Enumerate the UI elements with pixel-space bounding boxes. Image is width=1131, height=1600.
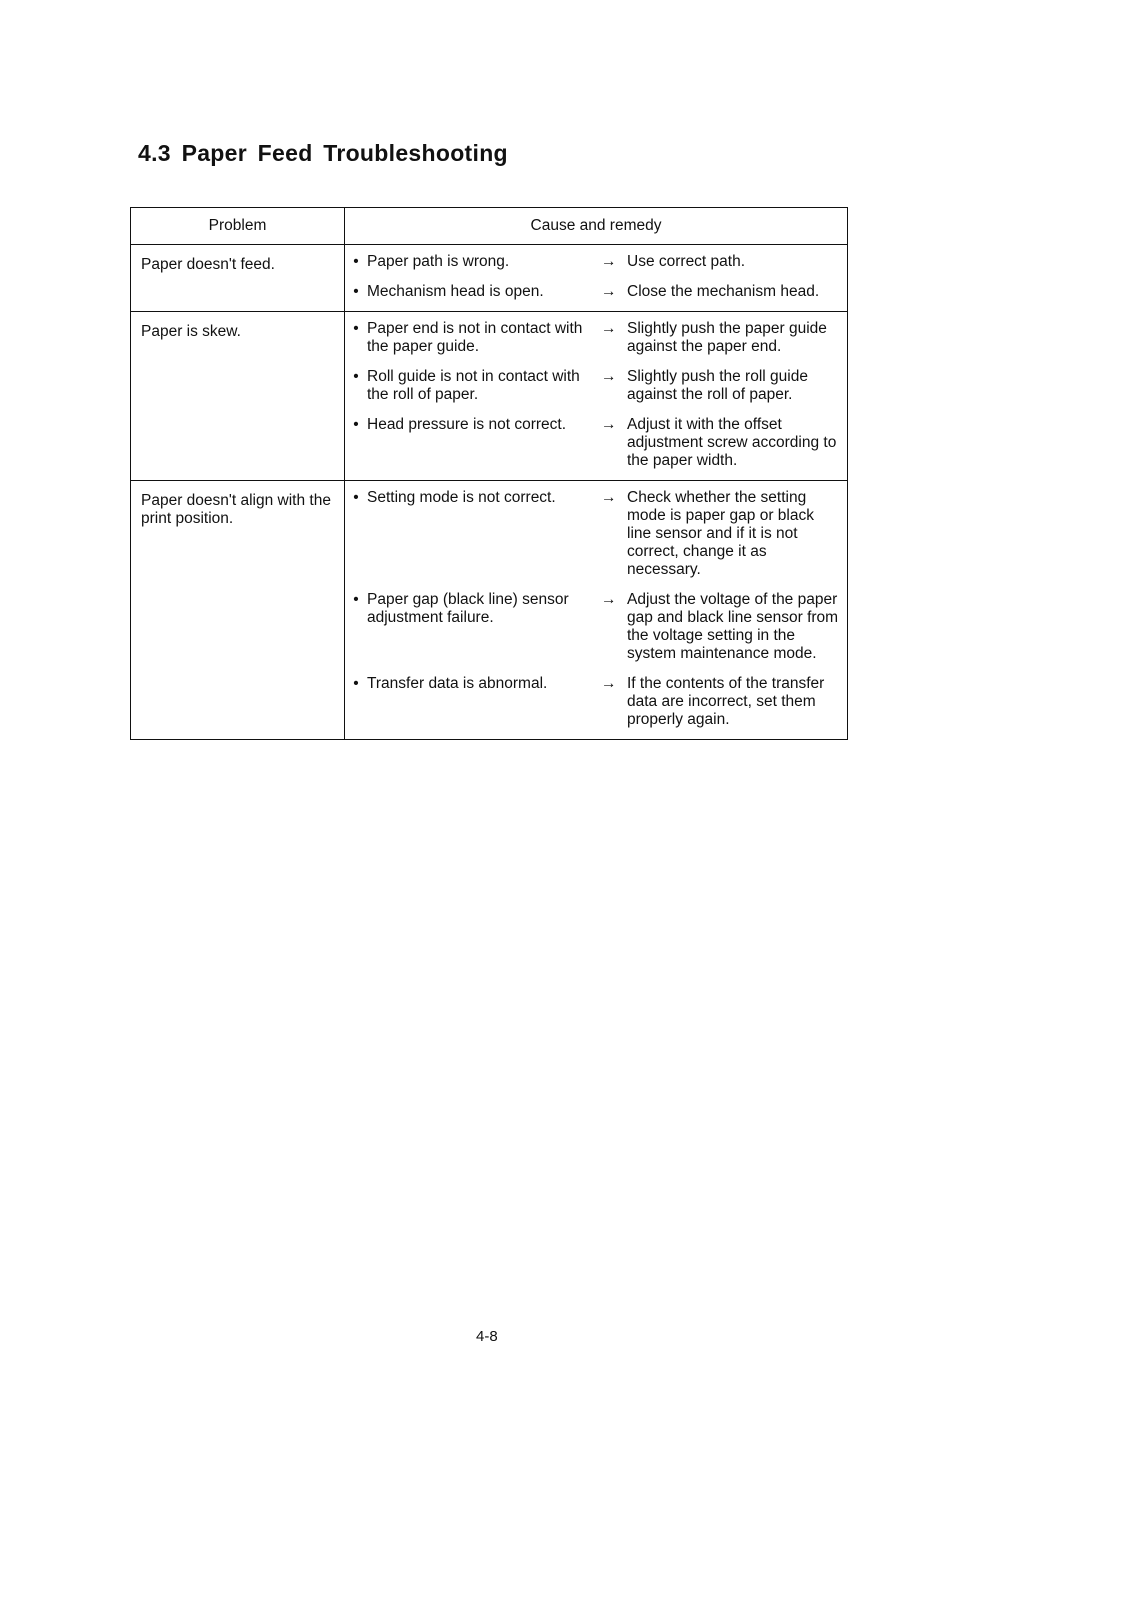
cause-text: Setting mode is not correct. bbox=[367, 489, 556, 506]
bullet: • bbox=[353, 416, 359, 433]
table-header-row bbox=[131, 208, 848, 245]
list-item bbox=[345, 489, 847, 591]
bullet: • bbox=[353, 283, 359, 300]
cause-remedy-cell bbox=[345, 481, 848, 740]
header-problem: Problem bbox=[131, 208, 345, 245]
remedy-text: Slightly push the roll guide against the roll of paper. bbox=[627, 368, 808, 403]
problem-text: Paper doesn't feed. bbox=[141, 256, 275, 273]
remedy-text: Adjust the voltage of the paper gap and black line sensor from the voltage setting in the system maintenance mode. bbox=[627, 591, 839, 662]
arrow-right-icon: → bbox=[601, 320, 617, 337]
arrow-right-icon: → bbox=[601, 591, 617, 608]
bullet: • bbox=[353, 320, 359, 337]
bullet: • bbox=[353, 675, 359, 692]
bullet: • bbox=[353, 368, 359, 385]
list-item bbox=[345, 416, 847, 474]
bullet: • bbox=[353, 591, 359, 608]
list-item bbox=[345, 283, 847, 305]
arrow-right-icon: → bbox=[601, 489, 617, 506]
problem-cell bbox=[131, 481, 345, 740]
page-number: 4-8 bbox=[476, 1328, 498, 1345]
remedy-text: If the contents of the transfer data are incorrect, set them properly again. bbox=[627, 675, 825, 728]
cause-text: Paper path is wrong. bbox=[367, 253, 510, 270]
arrow-right-icon: → bbox=[601, 283, 617, 300]
cause-text: Paper end is not in contact with the paper guide. bbox=[367, 320, 583, 355]
header-cause-remedy: Cause and remedy bbox=[345, 208, 848, 245]
cause-remedy-cell bbox=[345, 312, 848, 481]
list-item bbox=[345, 368, 847, 416]
list-item bbox=[345, 320, 847, 368]
section-title: 4.3 Paper Feed Troubleshooting bbox=[138, 140, 508, 166]
troubleshooting-table bbox=[130, 207, 848, 740]
bullet: • bbox=[353, 253, 359, 270]
arrow-right-icon: → bbox=[601, 368, 617, 385]
arrow-right-icon: → bbox=[601, 253, 617, 270]
remedy-text: Adjust it with the offset adjustment screw according to the paper width. bbox=[627, 416, 837, 469]
problem-cell bbox=[131, 312, 345, 481]
problem-text: Paper is skew. bbox=[141, 323, 241, 340]
remedy-text: Slightly push the paper guide against the paper end. bbox=[627, 320, 827, 355]
table-row bbox=[131, 481, 848, 740]
arrow-right-icon: → bbox=[601, 416, 617, 433]
remedy-text: Close the mechanism head. bbox=[627, 283, 820, 300]
list-item bbox=[345, 253, 847, 283]
bullet: • bbox=[353, 489, 359, 506]
cause-text: Mechanism head is open. bbox=[367, 283, 544, 300]
table-row bbox=[131, 312, 848, 481]
cause-text: Head pressure is not correct. bbox=[367, 416, 567, 433]
cause-text: Transfer data is abnormal. bbox=[367, 675, 548, 692]
list-item bbox=[345, 591, 847, 675]
problem-cell bbox=[131, 245, 345, 312]
arrow-right-icon: → bbox=[601, 675, 617, 692]
cause-text: Roll guide is not in contact with the roll of paper. bbox=[367, 368, 580, 403]
remedy-text: Use correct path. bbox=[627, 253, 746, 270]
table-row bbox=[131, 245, 848, 312]
list-item bbox=[345, 675, 847, 733]
cause-remedy-cell bbox=[345, 245, 848, 312]
problem-text: Paper doesn't align with the print position. bbox=[141, 492, 331, 527]
cause-text: Paper gap (black line) sensor adjustment failure. bbox=[367, 591, 569, 626]
remedy-text: Check whether the setting mode is paper gap or black line sensor and if it is not correct, change it as necessary. bbox=[627, 489, 814, 578]
